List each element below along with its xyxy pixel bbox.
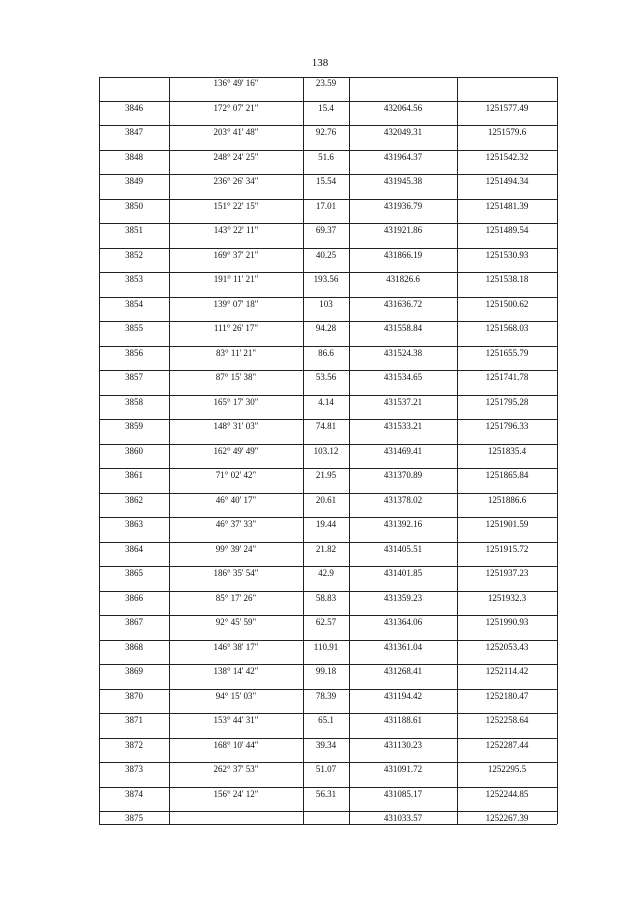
coordinate-table <box>99 77 557 824</box>
table-row-rule <box>99 517 557 518</box>
table-row-rule <box>99 101 557 102</box>
cell-point: 3858 <box>125 396 143 407</box>
cell-x: 431524.38 <box>383 347 423 358</box>
cell-y: 1251865.84 <box>485 470 529 481</box>
cell-point: 3874 <box>125 788 143 799</box>
cell-point: 3848 <box>125 151 143 162</box>
cell-distance: 69.37 <box>315 225 337 236</box>
cell-distance: 94.28 <box>315 323 337 334</box>
table-row-rule <box>99 125 557 126</box>
cell-distance: 17.01 <box>315 200 337 211</box>
cell-angle: 94° 15' 03" <box>215 690 257 701</box>
table-row-rule <box>99 248 557 249</box>
cell-x: 431636.72 <box>383 298 423 309</box>
table-row-rule <box>99 811 557 812</box>
cell-distance: 21.95 <box>315 470 337 481</box>
table-row-rule <box>99 664 557 665</box>
cell-x: 431401.85 <box>383 568 423 579</box>
cell-x: 431964.37 <box>383 151 423 162</box>
cell-y: 1251579.6 <box>487 127 527 138</box>
table-row-rule <box>99 199 557 200</box>
cell-y: 1252053.43 <box>485 641 529 652</box>
cell-y: 1252114.42 <box>485 666 529 677</box>
cell-y: 1252244.85 <box>485 788 529 799</box>
cell-angle: 148° 31' 03" <box>213 421 259 432</box>
cell-y: 1251937.23 <box>485 568 529 579</box>
cell-angle: 87° 15' 38" <box>215 372 257 383</box>
cell-angle: 236° 26' 34" <box>213 176 259 187</box>
cell-point: 3852 <box>125 249 143 260</box>
cell-x: 431945.38 <box>383 176 423 187</box>
cell-distance: 23.59 <box>315 78 337 89</box>
cell-distance: 40.25 <box>315 249 337 260</box>
cell-x: 431188.61 <box>384 715 422 726</box>
cell-y: 1251915.72 <box>485 543 529 554</box>
cell-distance: 99.18 <box>315 666 337 677</box>
cell-x: 431558.84 <box>383 323 423 334</box>
cell-distance: 56.31 <box>315 788 337 799</box>
cell-angle: 139° 07' 18" <box>213 298 259 309</box>
table-row-rule <box>99 787 557 788</box>
table-row-rule <box>99 468 557 469</box>
cell-distance: 42.9 <box>318 568 334 579</box>
table-row-rule <box>99 150 557 151</box>
cell-x: 431194.42 <box>384 690 422 701</box>
table-row-rule <box>99 713 557 714</box>
cell-point: 3862 <box>125 494 143 505</box>
cell-y: 1251655.79 <box>485 347 529 358</box>
cell-distance: 19.44 <box>315 519 337 530</box>
cell-y: 1252267.39 <box>485 813 529 824</box>
table-row-rule <box>99 615 557 616</box>
table-row-rule <box>99 762 557 763</box>
cell-y: 1252287.44 <box>485 739 529 750</box>
table-row-rule <box>99 566 557 567</box>
cell-point: 3875 <box>125 813 143 824</box>
cell-y: 1251494.34 <box>485 176 529 187</box>
cell-y: 1251568.03 <box>485 323 529 334</box>
cell-point: 3846 <box>125 102 143 113</box>
table-row-rule <box>99 419 557 420</box>
cell-x: 431033.57 <box>383 813 423 824</box>
page-number: 138 <box>311 57 329 69</box>
cell-angle: 151° 22' 15" <box>213 200 259 211</box>
table-row-rule <box>99 174 557 175</box>
cell-x: 431537.21 <box>383 396 423 407</box>
cell-x: 431936.79 <box>383 200 423 211</box>
cell-x: 431378.02 <box>383 494 423 505</box>
cell-point: 3855 <box>125 323 143 334</box>
cell-x: 432064.56 <box>383 102 423 113</box>
cell-point: 3860 <box>125 445 143 456</box>
cell-distance: 110.91 <box>313 641 339 652</box>
table-row-rule <box>99 640 557 641</box>
cell-distance: 103 <box>319 298 333 309</box>
cell-y: 1251795.28 <box>485 396 529 407</box>
cell-x: 431534.65 <box>383 372 423 383</box>
cell-angle: 153° 44' 31" <box>213 715 259 726</box>
table-row-rule <box>99 395 557 396</box>
cell-point: 3851 <box>125 225 143 236</box>
cell-distance: 15.54 <box>315 176 337 187</box>
cell-point: 3847 <box>125 127 143 138</box>
cell-distance: 92.76 <box>315 127 337 138</box>
table-row-rule <box>99 321 557 322</box>
cell-y: 1252258.64 <box>485 715 529 726</box>
table-row-rule <box>99 272 557 273</box>
cell-point: 3866 <box>125 592 143 603</box>
cell-point: 3864 <box>125 543 143 554</box>
cell-y: 1251530.93 <box>485 249 529 260</box>
cell-angle: 156° 24' 12" <box>213 788 259 799</box>
cell-y: 1251796.33 <box>485 421 529 432</box>
cell-distance: 21.82 <box>315 543 337 554</box>
cell-angle: 138° 14' 42" <box>213 666 259 677</box>
table-row-rule <box>99 738 557 739</box>
cell-x: 431405.51 <box>383 543 423 554</box>
cell-angle: 169° 37' 21" <box>213 249 259 260</box>
cell-angle: 262° 37' 53" <box>213 764 259 775</box>
cell-point: 3850 <box>125 200 143 211</box>
cell-x: 431866.19 <box>383 249 423 260</box>
cell-angle: 168° 10' 44" <box>213 739 259 750</box>
cell-point: 3871 <box>125 715 143 726</box>
table-row-rule <box>99 370 557 371</box>
cell-distance: 20.61 <box>315 494 337 505</box>
cell-angle: 99° 39' 24" <box>215 543 257 554</box>
cell-y: 1251489.54 <box>485 225 529 236</box>
cell-distance: 58.83 <box>315 592 337 603</box>
cell-x: 431826.6 <box>386 274 420 285</box>
cell-angle: 146° 38' 17" <box>213 641 259 652</box>
cell-point: 3868 <box>125 641 143 652</box>
cell-angle: 46° 37' 33" <box>215 519 257 530</box>
table-bottom-rule <box>99 824 557 825</box>
table-row-rule <box>99 346 557 347</box>
cell-x: 431130.23 <box>384 739 422 750</box>
cell-distance: 51.6 <box>318 151 334 162</box>
table-row-rule <box>99 542 557 543</box>
cell-angle: 191° 11' 21" <box>213 274 259 285</box>
table-column-rule <box>557 77 558 824</box>
cell-distance: 39.34 <box>315 739 337 750</box>
cell-y: 1251481.39 <box>485 200 529 211</box>
cell-point: 3869 <box>125 666 143 677</box>
cell-angle: 143° 22' 11" <box>213 225 259 236</box>
cell-y: 1251886.6 <box>487 494 527 505</box>
table-row-rule <box>99 444 557 445</box>
cell-x: 432049.31 <box>383 127 423 138</box>
cell-point: 3872 <box>125 739 143 750</box>
cell-point: 3859 <box>125 421 143 432</box>
cell-x: 431361.04 <box>383 641 423 652</box>
cell-angle: 203° 41' 48" <box>213 127 259 138</box>
cell-y: 1251577.49 <box>485 102 529 113</box>
cell-point: 3854 <box>125 298 143 309</box>
cell-distance: 193.56 <box>313 274 339 285</box>
cell-y: 1252180.47 <box>485 690 529 701</box>
cell-point: 3865 <box>125 568 143 579</box>
cell-angle: 165° 17' 30" <box>213 396 259 407</box>
cell-angle: 186° 35' 54" <box>213 568 259 579</box>
cell-x: 431091.72 <box>383 764 423 775</box>
cell-point: 3873 <box>125 764 143 775</box>
cell-distance: 65.1 <box>318 715 334 726</box>
cell-point: 3870 <box>125 690 143 701</box>
cell-angle: 111° 26' 17" <box>213 323 259 334</box>
cell-angle: 248° 24' 25" <box>213 151 259 162</box>
cell-x: 431085.17 <box>383 788 423 799</box>
cell-distance: 86.6 <box>318 347 334 358</box>
cell-angle: 92° 45' 59" <box>215 617 257 628</box>
cell-point: 3849 <box>125 176 143 187</box>
cell-y: 1251835.4 <box>487 445 527 456</box>
cell-angle: 85° 17' 26" <box>215 592 257 603</box>
cell-x: 431921.86 <box>383 225 423 236</box>
cell-distance: 78.39 <box>315 690 337 701</box>
cell-angle: 71° 02' 42" <box>215 470 257 481</box>
cell-angle: 162° 49' 49" <box>213 445 259 456</box>
cell-x: 431370.89 <box>383 470 423 481</box>
cell-point: 3856 <box>125 347 143 358</box>
cell-angle: 172° 07' 21" <box>213 102 259 113</box>
cell-y: 1251500.62 <box>485 298 529 309</box>
cell-angle: 46° 40' 17" <box>215 494 257 505</box>
cell-point: 3857 <box>125 372 143 383</box>
table-row-rule <box>99 591 557 592</box>
cell-distance: 74.81 <box>315 421 337 432</box>
cell-y: 1251932.3 <box>487 592 527 603</box>
cell-y: 1252295.5 <box>487 764 527 775</box>
cell-angle: 83° 11' 21" <box>215 347 257 358</box>
cell-point: 3867 <box>125 617 143 628</box>
cell-y: 1251542.32 <box>485 151 529 162</box>
cell-angle: 136° 49' 16" <box>213 78 259 89</box>
cell-distance: 51.07 <box>315 764 337 775</box>
cell-y: 1251538.18 <box>485 274 529 285</box>
cell-x: 431359.23 <box>383 592 423 603</box>
table-row-rule <box>99 493 557 494</box>
table-row-rule <box>99 297 557 298</box>
cell-point: 3861 <box>125 470 143 481</box>
table-row-rule <box>99 689 557 690</box>
table-row-rule <box>99 223 557 224</box>
cell-x: 431469.41 <box>383 445 423 456</box>
cell-point: 3853 <box>125 274 143 285</box>
cell-x: 431392.16 <box>383 519 423 530</box>
cell-y: 1251990.93 <box>485 617 529 628</box>
cell-point: 3863 <box>125 519 143 530</box>
cell-distance: 103.12 <box>313 445 339 456</box>
cell-x: 431364.06 <box>383 617 423 628</box>
cell-y: 1251741.78 <box>485 372 529 383</box>
cell-distance: 53.56 <box>315 372 337 383</box>
cell-x: 431268.41 <box>383 666 423 677</box>
cell-x: 431533.21 <box>383 421 423 432</box>
cell-distance: 4.14 <box>318 396 334 407</box>
cell-distance: 15.4 <box>318 102 334 113</box>
cell-y: 1251901.59 <box>485 519 529 530</box>
cell-distance: 62.57 <box>315 617 337 628</box>
